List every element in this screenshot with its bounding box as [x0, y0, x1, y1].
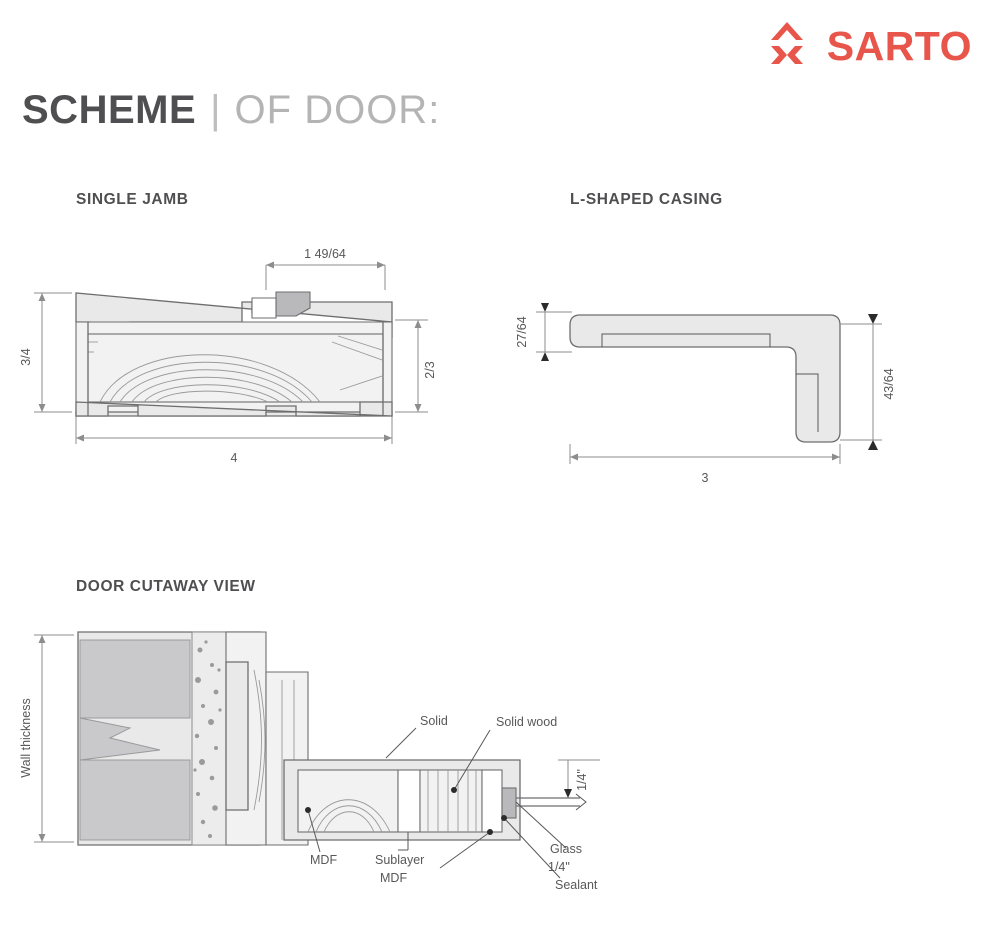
- dim-text-top: 1 49/64: [304, 247, 346, 261]
- brand-name: SARTO: [826, 22, 972, 69]
- callout-mdf-bottom: MDF: [380, 871, 408, 885]
- brand-logo: [759, 18, 972, 74]
- title-separator: |: [210, 88, 221, 132]
- callout-sublayer: Sublayer: [375, 853, 425, 867]
- jamb-wood-grain: [88, 334, 383, 402]
- dimension-casing-left: [515, 303, 572, 361]
- jamb-rebate: [226, 662, 248, 810]
- dimension-bottom: [76, 416, 392, 444]
- door-core-right: [420, 770, 482, 832]
- section-heading-door-cutaway: DOOR CUTAWAY VIEW: [76, 578, 256, 595]
- dimension-left: [34, 293, 72, 412]
- section-heading-single-jamb: SINGLE JAMB: [76, 191, 189, 208]
- section-heading-l-shaped-casing: L-SHAPED CASING: [570, 191, 723, 208]
- title-main: SCHEME: [22, 88, 197, 132]
- door-cutaway-diagram: [20, 610, 970, 910]
- glass-sealant-block: [502, 788, 516, 818]
- door-edge-mdf: [482, 770, 502, 832]
- wall-panel-bottom: [80, 760, 190, 840]
- dim-text-casing-bottom: 3: [701, 471, 709, 485]
- single-jamb-diagram: [20, 230, 450, 495]
- glass-pane: [516, 794, 586, 810]
- dimension-wall-thickness: [19, 635, 74, 842]
- jamb-groove: [252, 298, 276, 318]
- l-shaped-casing-diagram: [500, 262, 920, 497]
- door-sublayer: [398, 770, 420, 832]
- dim-text-bottom: 4: [230, 451, 238, 465]
- dimension-top: [266, 262, 385, 291]
- callout-solid: Solid: [420, 714, 448, 728]
- callout-glass: Glass: [550, 842, 582, 856]
- dimension-casing-bottom: [570, 444, 840, 485]
- dimension-casing-right: [840, 314, 896, 450]
- dim-text-casing-right: 43/64: [882, 368, 896, 400]
- callout-glass-thickness: 1/4": [548, 860, 570, 874]
- insulation-foam: [192, 632, 226, 845]
- title-sub: OF DOOR:: [234, 88, 441, 132]
- dim-text-gap-top: 1/4": [575, 769, 589, 791]
- wall-panel-top: [80, 640, 190, 718]
- dim-text-wall-thickness: Wall thickness: [19, 698, 33, 778]
- dim-text-left: 3/4: [19, 348, 33, 366]
- callout-sealant: Sealant: [555, 878, 598, 892]
- dimension-gap-top: [558, 760, 600, 798]
- page-title: [22, 88, 440, 133]
- sarto-chevron-logo-icon: [759, 18, 815, 74]
- dim-text-right: 2/3: [423, 361, 437, 379]
- dim-text-casing-left: 27/64: [515, 316, 529, 348]
- callout-mdf-left: MDF: [310, 853, 338, 867]
- callout-solid-wood: Solid wood: [496, 715, 558, 729]
